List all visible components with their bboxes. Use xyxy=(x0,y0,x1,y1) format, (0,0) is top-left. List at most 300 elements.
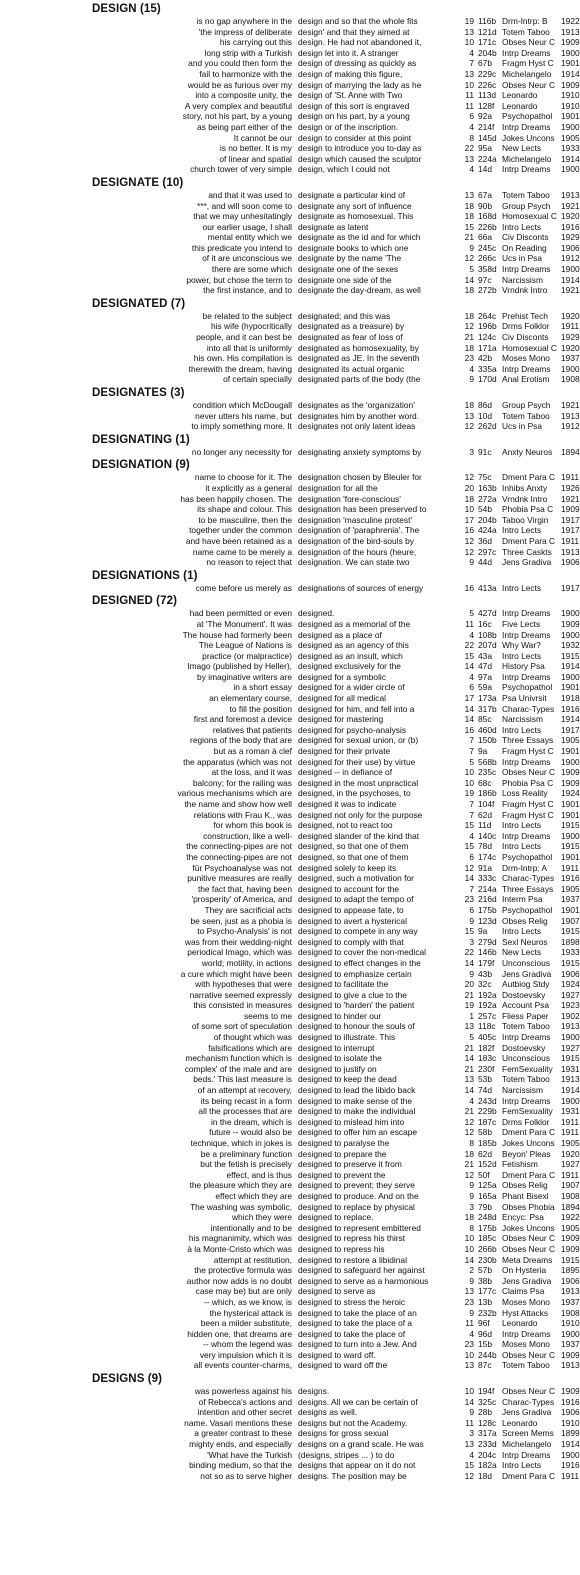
concordance-line xyxy=(0,863,580,874)
year: 1899 xyxy=(561,1428,580,1439)
volume: 9 xyxy=(469,1275,474,1286)
work-title: Homosexual C xyxy=(502,211,557,222)
concordance-line xyxy=(0,1329,580,1340)
year: 1900 xyxy=(561,363,580,374)
left-context: its being recast in a form xyxy=(200,1095,292,1106)
left-context: for whom this book is xyxy=(213,820,292,831)
entry-heading: DESIGNATING (1) xyxy=(92,433,190,446)
work-title: Unconscious xyxy=(502,1053,550,1064)
volume: 9 xyxy=(469,242,474,253)
page-ref: 413a xyxy=(478,582,497,593)
work-title: Intro Lects xyxy=(502,926,542,937)
keyword-context: designed in the most unpractical xyxy=(298,777,419,788)
volume: 16 xyxy=(464,525,474,536)
work-title: Totem Taboo xyxy=(502,1021,550,1032)
keyword-context: (designs, stripes ... ) to do xyxy=(298,1449,395,1460)
year: 1901 xyxy=(561,809,580,820)
work-title: Intro Lects xyxy=(502,724,542,735)
work-title: History Psa xyxy=(502,661,545,672)
year: 1901 xyxy=(561,111,580,122)
keyword-context: designated as fear of loss of xyxy=(298,332,403,343)
concordance-line xyxy=(0,820,580,831)
page-ref: 358d xyxy=(478,264,497,275)
year: 1900 xyxy=(561,121,580,132)
keyword-context: designate as the id and for which xyxy=(298,232,421,243)
page-ref: 226b xyxy=(478,221,497,232)
concordance-line xyxy=(0,1202,580,1213)
keyword-context: designed to prevent the xyxy=(298,1169,386,1180)
left-context: It cannot be our xyxy=(233,132,292,143)
keyword-context: designate books to which one xyxy=(298,242,409,253)
left-context: effect, and is thus xyxy=(226,1169,292,1180)
page-ref: 230f xyxy=(478,1063,495,1074)
keyword-context: designate one of the sexes xyxy=(298,264,399,275)
left-context: that we may unhesitatingly xyxy=(193,211,292,222)
page-ref: 116b xyxy=(478,16,497,26)
page-ref: 16c xyxy=(478,618,492,629)
volume: 14 xyxy=(464,714,474,725)
work-title: Drm-Intrp: A xyxy=(502,862,548,873)
concordance-line xyxy=(0,905,580,916)
work-title: Civ Disconts xyxy=(502,232,549,243)
keyword-context: designs. All we can be certain of xyxy=(298,1396,418,1407)
year: 1915 xyxy=(561,841,580,852)
left-context: there are some which xyxy=(211,264,292,275)
left-context: 'What have the Turkish xyxy=(207,1449,292,1460)
concordance-line xyxy=(0,1011,580,1022)
page-ref: 9a xyxy=(478,926,488,937)
keyword-context: designed to illustrate. This xyxy=(298,1032,396,1043)
concordance-line xyxy=(0,831,580,842)
year: 1911 xyxy=(561,472,580,483)
left-context: no reason to reject that xyxy=(206,557,292,568)
work-title: Meta Dreams xyxy=(502,1254,553,1265)
left-context: the connecting-pipes are not xyxy=(186,851,292,862)
left-context: no longer any necessity for xyxy=(191,446,292,457)
left-context: his own. His compilation is xyxy=(193,353,292,364)
volume: 6 xyxy=(469,111,474,122)
page-ref: 272b xyxy=(478,285,497,296)
left-context: für Psychoanalyse was not xyxy=(192,862,292,873)
left-context: and that it was used to xyxy=(208,189,292,200)
keyword-context: designed exclusively for the xyxy=(298,661,401,672)
year: 1913 xyxy=(561,546,580,557)
left-context: his magnanimity, which was xyxy=(188,1233,292,1244)
left-context: the name and show how well xyxy=(184,799,292,809)
year: 1920 xyxy=(561,310,580,321)
work-title: On Hysteria xyxy=(502,1265,547,1276)
concordance-line xyxy=(0,111,580,122)
left-context: name came to be merely a xyxy=(192,546,292,557)
year: 1921 xyxy=(561,493,580,504)
volume: 18 xyxy=(464,310,474,321)
volume: 9 xyxy=(469,1307,474,1318)
work-title: Fetishism xyxy=(502,1159,538,1170)
page-ref: 118c xyxy=(478,1021,496,1032)
year: 1912 xyxy=(561,421,580,432)
volume: 13 xyxy=(464,1286,474,1297)
work-title: Leonardo xyxy=(502,1318,538,1329)
keyword-context: designation has been preserved to xyxy=(298,504,427,515)
left-context: the protective formula was xyxy=(194,1265,292,1276)
keyword-context: design to introduce you to-day as xyxy=(298,143,422,154)
volume: 13 xyxy=(464,153,474,164)
volume: 12 xyxy=(464,253,474,264)
volume: 5 xyxy=(469,608,474,619)
year: 1915 xyxy=(561,957,580,968)
volume: 13 xyxy=(464,1021,474,1032)
year: 1921 xyxy=(561,400,580,410)
year: 1909 xyxy=(561,1386,580,1397)
concordance-line xyxy=(0,1053,580,1064)
keyword-context: designed as a place of xyxy=(298,629,382,640)
year: 1927 xyxy=(561,1042,580,1053)
keyword-context: design and so that the whole fits xyxy=(298,16,418,26)
work-title: Intro Lects xyxy=(502,1460,542,1471)
page-ref: 75c xyxy=(478,472,492,483)
page-ref: 297c xyxy=(478,546,497,557)
keyword-context: designate by the name 'The xyxy=(298,253,402,264)
volume: 10 xyxy=(464,777,474,788)
left-context: mechanism function which is xyxy=(185,1053,292,1064)
page-ref: 44d xyxy=(478,557,492,568)
year: 1905 xyxy=(561,1222,580,1233)
concordance-line xyxy=(0,937,580,948)
work-title: Totem Taboo xyxy=(502,189,550,200)
volume: 3 xyxy=(469,936,474,947)
concordance-line xyxy=(0,232,580,243)
volume: 8 xyxy=(469,1222,474,1233)
left-context: regions of the body that are xyxy=(190,735,292,746)
work-title: Dostoevsky xyxy=(502,989,546,1000)
keyword-context: designed to repress his thirst xyxy=(298,1233,406,1244)
page-ref: 192a xyxy=(478,989,497,1000)
year: 1922 xyxy=(561,1212,580,1223)
year: 1915 xyxy=(561,926,580,937)
page-ref: 168d xyxy=(478,211,497,222)
page-ref: 145d xyxy=(478,132,497,143)
entry-heading: DESIGNATED (7) xyxy=(92,297,186,310)
concordance-line xyxy=(0,1297,580,1308)
work-title: Moses Mono xyxy=(502,353,550,364)
concordance-line xyxy=(0,1244,580,1255)
page-ref: 233d xyxy=(478,1439,497,1450)
concordance-line xyxy=(0,1233,580,1244)
volume: 12 xyxy=(464,546,474,557)
entry-heading: DESIGNED (72) xyxy=(92,595,178,608)
volume: 14 xyxy=(464,1053,474,1064)
keyword-context: designate as latent xyxy=(298,221,369,232)
left-context: of certain specially xyxy=(223,374,292,385)
left-context: come before us merely as xyxy=(195,582,292,593)
volume: 15 xyxy=(464,926,474,937)
volume: 11 xyxy=(465,90,474,101)
volume: 17 xyxy=(464,693,474,704)
work-title: Totem Taboo xyxy=(502,1360,550,1371)
keyword-context: designates not only latent ideas xyxy=(298,421,416,432)
concordance-line xyxy=(0,1021,580,1032)
page-ref: 68c xyxy=(478,777,492,788)
left-context: long strip with a Turkish xyxy=(204,47,292,58)
keyword-context: designated as JE. In the seventh xyxy=(298,353,420,364)
page-ref: 244b xyxy=(478,1349,497,1360)
year: 1913 xyxy=(561,1360,580,1371)
year: 1900 xyxy=(561,1328,580,1339)
keyword-context: designated as homosexuality, by xyxy=(298,342,419,353)
year: 1929 xyxy=(561,332,580,343)
volume: 13 xyxy=(464,1360,474,1371)
left-context: fail to harmonize with the xyxy=(199,68,292,79)
work-title: Sexl Neuros xyxy=(502,936,548,947)
year: 1900 xyxy=(561,1032,580,1043)
keyword-context: design let into it. A stranger xyxy=(298,47,399,58)
left-context: at the loss, and it was xyxy=(211,767,292,778)
volume: 19 xyxy=(464,788,474,799)
volume: 7 xyxy=(469,58,474,69)
concordance-line xyxy=(0,332,580,343)
keyword-context: designed it was to indicate xyxy=(298,799,397,809)
work-title: Jens Gradiva xyxy=(502,1407,552,1418)
left-context: The washing was symbolic, xyxy=(190,1201,292,1212)
work-title: Claims Psa xyxy=(502,1286,545,1297)
work-title: Screen Mems xyxy=(502,1428,554,1439)
left-context: future -- would also be xyxy=(209,1127,292,1138)
page-ref: 42b xyxy=(478,353,492,364)
work-title: Obses Relig xyxy=(502,1180,548,1191)
concordance-line xyxy=(0,133,580,144)
volume: 4 xyxy=(469,830,474,841)
year: 1917 xyxy=(561,582,580,593)
work-title: Intrp Dreams xyxy=(502,1032,551,1043)
work-title: Charac-Types xyxy=(502,1396,555,1407)
volume: 14 xyxy=(464,661,474,672)
entry-section xyxy=(0,458,580,567)
page-ref: 78d xyxy=(478,841,492,852)
keyword-context: designed to give a clue to the xyxy=(298,989,407,1000)
concordance-line xyxy=(0,672,580,683)
concordance-line xyxy=(0,154,580,165)
year: 1914 xyxy=(561,714,580,725)
keyword-context: designed for a wider circle of xyxy=(298,682,405,693)
keyword-context: designed to isolate the xyxy=(298,1053,382,1064)
entry-heading: DESIGNATION (9) xyxy=(92,459,190,472)
page-ref: 183c xyxy=(478,1053,497,1064)
work-title: Intrp Dreams xyxy=(502,756,551,767)
volume: 18 xyxy=(464,211,474,222)
concordance-line xyxy=(0,608,580,619)
year: 1917 xyxy=(561,514,580,525)
work-title: Ucs in Psa xyxy=(502,253,543,264)
page-ref: 216d xyxy=(478,894,497,905)
year: 1909 xyxy=(561,618,580,629)
entry-section xyxy=(0,594,580,1371)
keyword-context: designed to avert a hysterical xyxy=(298,915,407,926)
concordance-line xyxy=(0,494,580,505)
left-context: name to choose for it. The xyxy=(194,472,292,483)
left-context: mental entity which we xyxy=(207,232,292,243)
work-title: Intrp Dreams xyxy=(502,264,551,275)
volume: 21 xyxy=(464,1042,474,1053)
concordance-line xyxy=(0,704,580,715)
concordance-line xyxy=(0,1032,580,1043)
work-title: Obses Neur C xyxy=(502,1349,556,1360)
left-context: falsifications which are xyxy=(208,1042,292,1053)
work-title: Jens Gradiva xyxy=(502,968,552,979)
concordance-line xyxy=(0,411,580,422)
left-context: mighty ends, and especially xyxy=(189,1439,292,1450)
left-context: They are sacrificial acts xyxy=(204,904,292,915)
work-title: Michelangelo xyxy=(502,153,552,164)
volume: 10 xyxy=(464,767,474,778)
year: 1901 xyxy=(561,799,580,809)
volume: 13 xyxy=(464,68,474,79)
year: 1932 xyxy=(561,640,580,651)
volume: 23 xyxy=(464,894,474,905)
page-ref: 140c xyxy=(478,830,497,841)
keyword-context: designed for their private xyxy=(298,746,391,757)
year: 1912 xyxy=(561,253,580,264)
year: 1916 xyxy=(561,703,580,714)
keyword-context: designating anxiety symptoms by xyxy=(298,446,422,457)
page-ref: 58b xyxy=(478,1127,492,1138)
volume: 4 xyxy=(469,1095,474,1106)
keyword-context: designed to prevent; they serve xyxy=(298,1180,415,1191)
work-title: Obses Phobia xyxy=(502,1201,555,1212)
concordance-line xyxy=(0,525,580,536)
concordance-line xyxy=(0,1286,580,1297)
keyword-context: designated; and this was xyxy=(298,310,391,321)
left-context: its shape and colour. This xyxy=(197,504,292,515)
work-title: Obses Neur C xyxy=(502,37,556,48)
volume: 16 xyxy=(464,724,474,735)
concordance-line xyxy=(0,1212,580,1223)
concordance-line xyxy=(0,1471,580,1482)
volume: 19 xyxy=(464,16,474,26)
page-ref: 97c xyxy=(478,274,492,285)
keyword-context: designate a particular kind of xyxy=(298,189,406,200)
keyword-context: designation. We can state two xyxy=(298,557,410,568)
keyword-context: designed to interrupt xyxy=(298,1042,375,1053)
volume: 8 xyxy=(469,1138,474,1148)
concordance-line xyxy=(0,746,580,757)
volume: 15 xyxy=(464,820,474,831)
year: 1909 xyxy=(561,79,580,90)
left-context: of Rebecca's actions and xyxy=(198,1396,292,1407)
keyword-context: designed to compete in any way xyxy=(298,926,418,937)
page-ref: 10d xyxy=(478,410,492,421)
concordance-line xyxy=(0,640,580,651)
year: 1916 xyxy=(561,221,580,232)
year: 1914 xyxy=(561,1085,580,1096)
left-context: The League of Nations is xyxy=(198,640,292,651)
year: 1908 xyxy=(561,374,580,385)
work-title: Fragm Hyst C xyxy=(502,746,554,757)
page-ref: 266b xyxy=(478,1243,497,1254)
keyword-context: designed to ward off the xyxy=(298,1360,388,1371)
concordance-line xyxy=(0,651,580,662)
year: 1917 xyxy=(561,525,580,536)
volume: 23 xyxy=(464,353,474,364)
concordance-line xyxy=(0,1043,580,1054)
volume: 23 xyxy=(464,1296,474,1307)
keyword-context: design or of the inscription. xyxy=(298,121,399,132)
work-title: Fliess Paper xyxy=(502,1010,549,1021)
page-ref: 171a xyxy=(478,342,497,353)
year: 1913 xyxy=(561,1074,580,1085)
page-ref: 62d xyxy=(478,809,492,820)
left-context: punitive measures are really xyxy=(187,873,292,884)
page-ref: 18d xyxy=(478,1470,492,1481)
concordance-line xyxy=(0,483,580,494)
left-context: condition which McDougall xyxy=(192,400,292,410)
concordance-line xyxy=(0,1308,580,1319)
concordance-line xyxy=(0,27,580,38)
work-title: Drms Folklor xyxy=(502,1116,550,1127)
volume: 12 xyxy=(464,862,474,873)
year: 1900 xyxy=(561,264,580,275)
concordance-line xyxy=(0,48,580,59)
keyword-context: designed to prepare the xyxy=(298,1148,387,1159)
work-title: Charac-Types xyxy=(502,873,555,884)
volume: 4 xyxy=(469,671,474,682)
page-ref: 333c xyxy=(478,873,497,884)
left-context: binding medium, so that the xyxy=(189,1460,292,1471)
left-context: the hysterical attack is xyxy=(209,1307,292,1318)
keyword-context: designed as an agency of this xyxy=(298,640,409,651)
volume: 21 xyxy=(464,989,474,1000)
work-title: Jokes Uncons xyxy=(502,1138,555,1148)
page-ref: 204b xyxy=(478,47,497,58)
work-title: Totem Taboo xyxy=(502,410,550,421)
page-ref: 272a xyxy=(478,493,497,504)
left-context: of it are unconscious we xyxy=(202,253,292,264)
left-context: intentionally and to be xyxy=(210,1222,292,1233)
page-ref: 185c xyxy=(478,1233,497,1244)
work-title: Leonardo xyxy=(502,90,538,101)
work-title: Psychopathol xyxy=(502,111,553,122)
concordance-line xyxy=(0,37,580,48)
work-title: Intrp Dreams xyxy=(502,121,551,132)
year: 1900 xyxy=(561,608,580,619)
year: 1910 xyxy=(561,100,580,111)
keyword-context: designs as well. xyxy=(298,1407,358,1418)
left-context: is no better. It is my xyxy=(219,143,292,154)
year: 1900 xyxy=(561,756,580,767)
page-ref: 264c xyxy=(478,310,497,321)
left-context: story, not his part, by a young xyxy=(182,111,292,122)
year: 1900 xyxy=(561,1095,580,1106)
work-title: On Reading xyxy=(502,242,547,253)
work-title: Fragm Hyst C xyxy=(502,809,554,820)
left-context: relations with Frau K., was xyxy=(193,809,292,820)
concordance-line xyxy=(0,1265,580,1276)
work-title: Intrp Dreams xyxy=(502,629,551,640)
left-context: the connecting-pipes are not xyxy=(186,841,292,852)
work-title: Group Psych xyxy=(502,400,551,410)
left-context: relatives that patients xyxy=(212,724,292,735)
concordance-line xyxy=(0,343,580,354)
keyword-context: designed to lead the libido back xyxy=(298,1085,416,1096)
concordance-line xyxy=(0,447,580,458)
year: 1908 xyxy=(561,1190,580,1201)
year: 1920 xyxy=(561,211,580,222)
left-context: effect which they are xyxy=(215,1190,292,1201)
year: 1900 xyxy=(561,47,580,58)
keyword-context: designate one side of the xyxy=(298,274,392,285)
page-ref: 230b xyxy=(478,1254,497,1265)
year: 1937 xyxy=(561,894,580,905)
left-context: 'the impress of deliberate xyxy=(198,26,292,37)
